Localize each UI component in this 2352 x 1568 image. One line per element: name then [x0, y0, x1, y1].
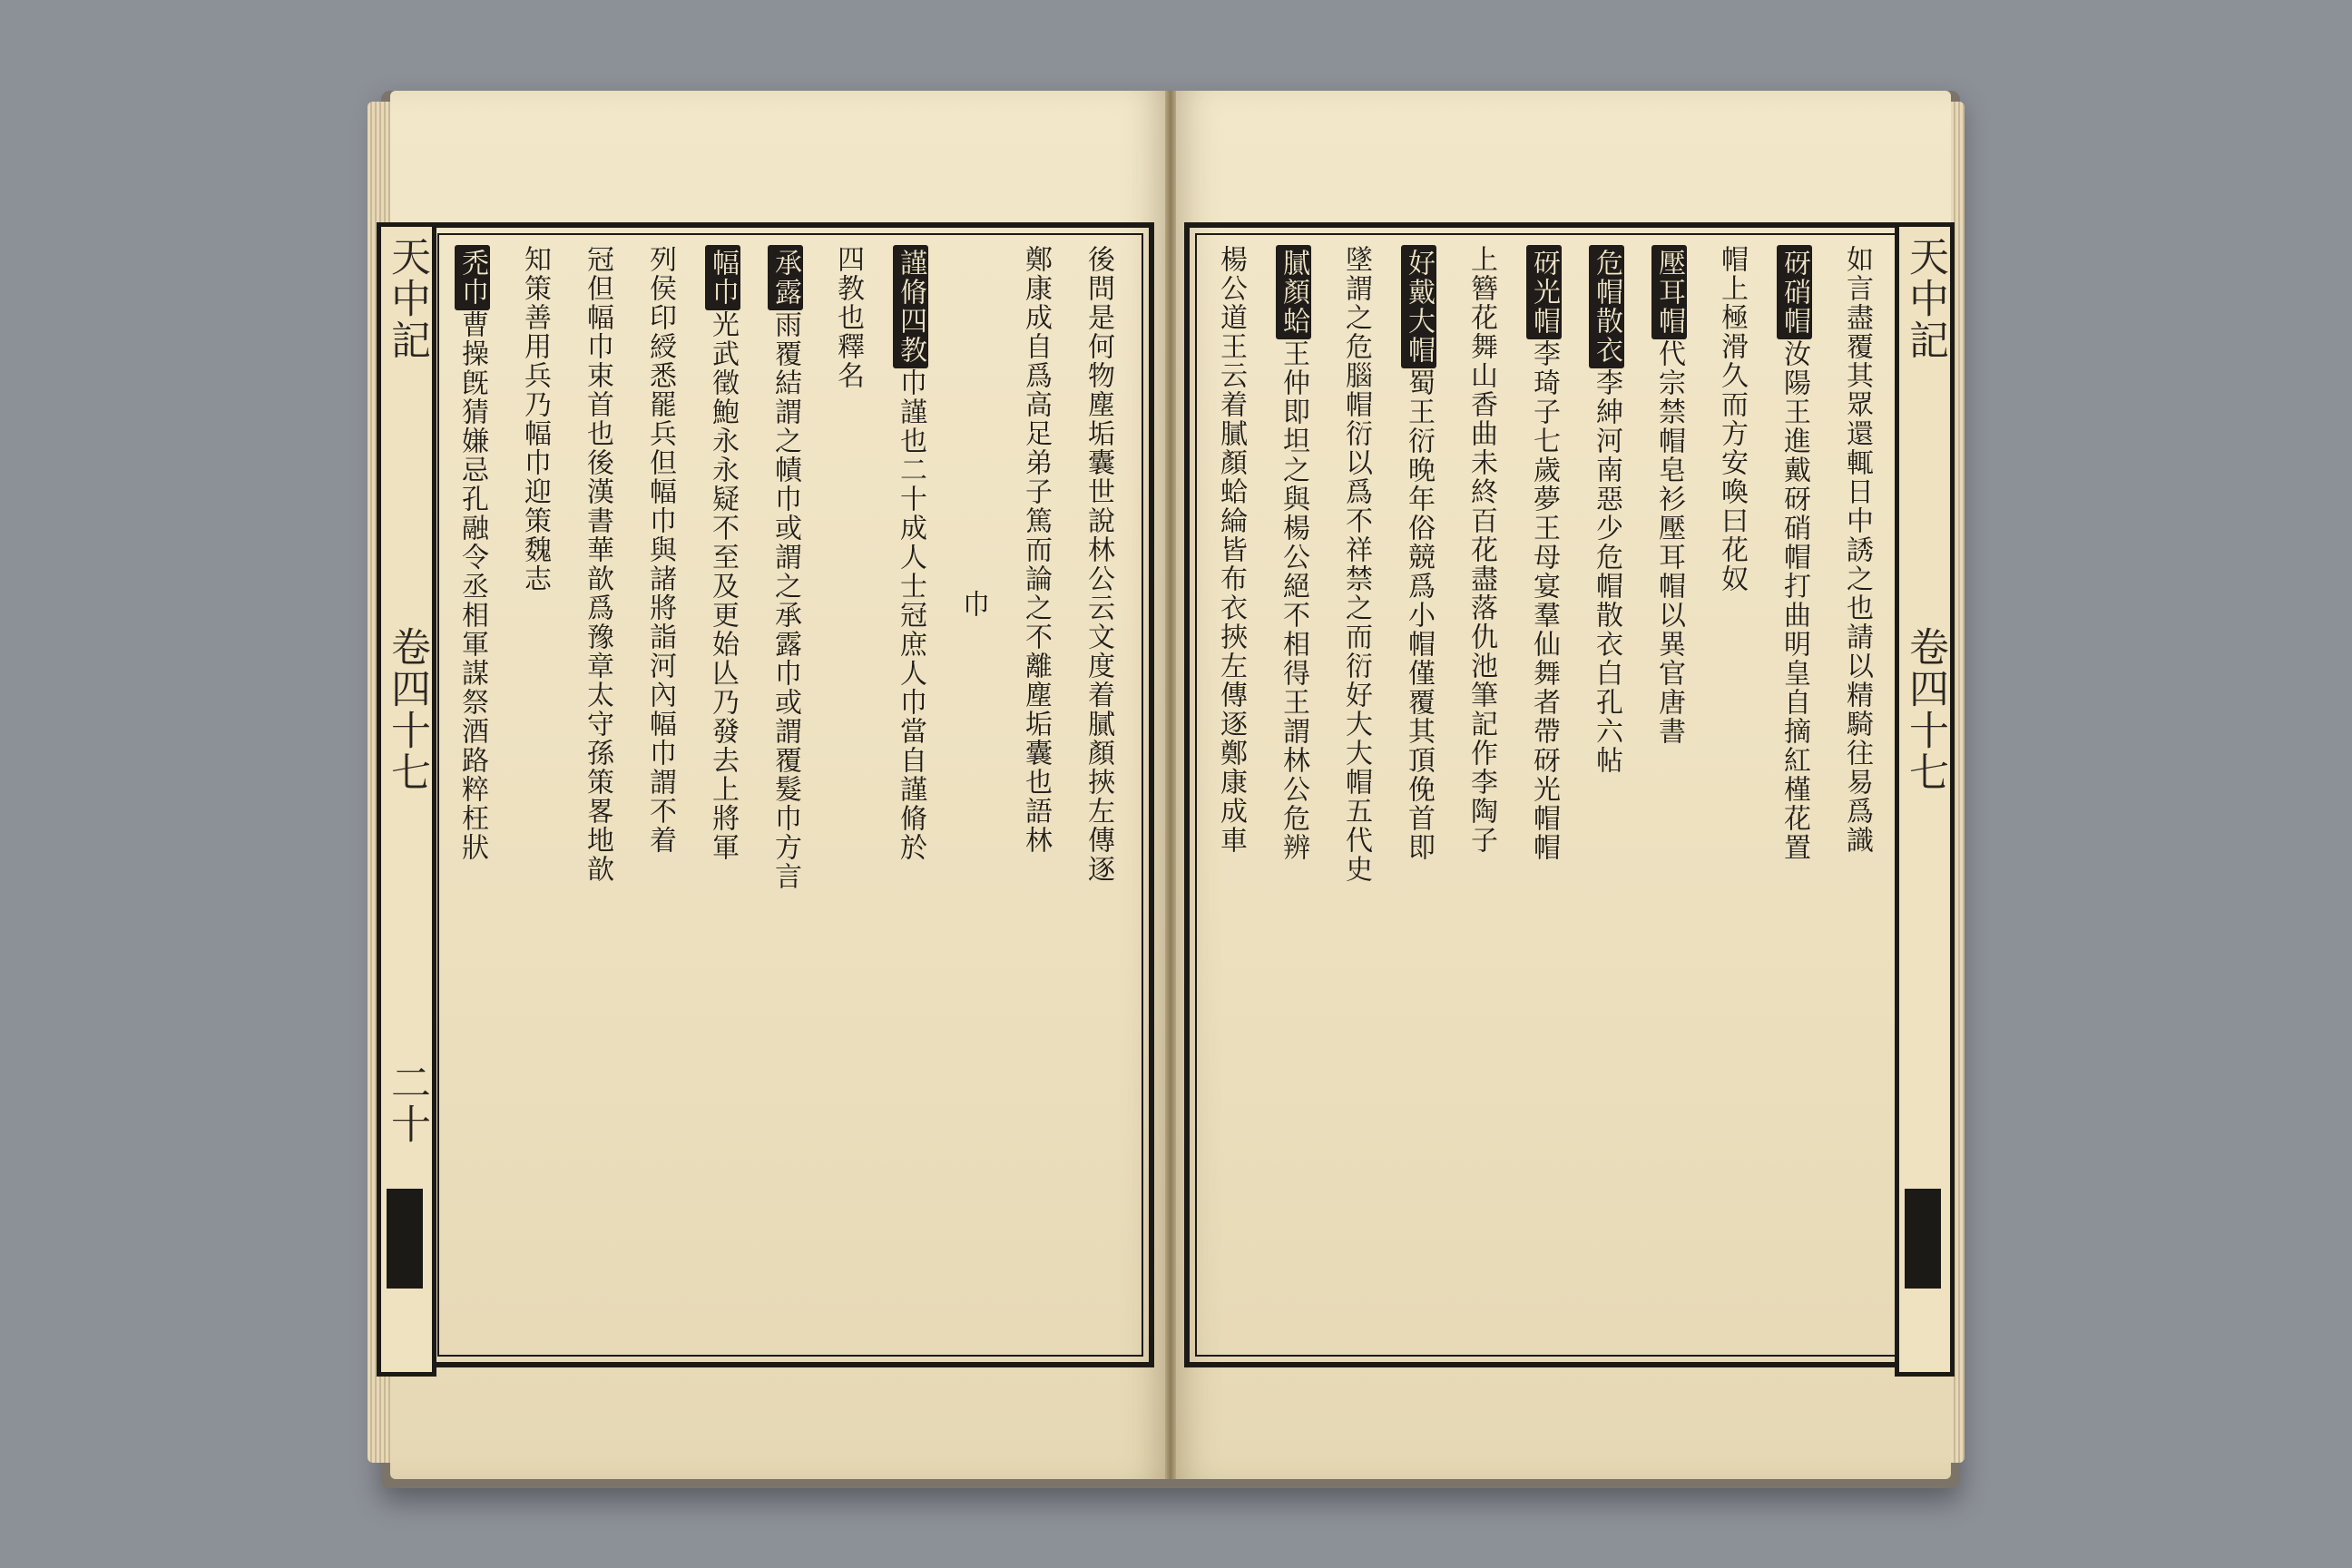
text-column: 如言盡覆其眾還輒日中誘之也請以精騎往易爲識	[1841, 245, 1873, 855]
text-column: 砑硝帽汝陽王進戴砑硝帽打曲明皇自摘紅槿花置	[1762, 245, 1825, 1343]
left-banxin	[377, 222, 436, 1377]
text-column: 列侯印綬悉罷兵但幅巾與諸將詣河內幅巾謂不着	[644, 245, 676, 855]
left-banxin-folio: 二十	[384, 1062, 430, 1145]
text-column: 砑光帽李琦子七歲夢王母宴羣仙舞者帶砑光帽帽	[1512, 245, 1574, 1343]
left-fishtail-mark	[387, 1189, 423, 1289]
text-column: 楊公道王云着膩顏蛤綸皆布衣挾左傳逐鄭康成車	[1215, 245, 1247, 855]
text-column: 冠但幅巾束首也後漢書華歆爲豫章太守孫策畧地歆	[582, 245, 613, 884]
section-heading: 巾	[957, 590, 989, 619]
text-column: 承露雨覆結謂之幘巾或謂之承露巾或謂覆髮巾方言	[753, 245, 816, 1343]
text-column: 上簪花舞山香曲未終百花盡落仇池筆記作李陶子	[1465, 245, 1497, 855]
text-column: 危帽散衣李紳河南惡少危帽散衣白孔六帖	[1574, 245, 1637, 1343]
text-column: 禿巾曹操旣猜嫌忌孔融令丞相軍謀祭酒路粹枉狀	[440, 245, 503, 1343]
right-banxin-title: 天中記	[1902, 236, 1948, 361]
right-banxin	[1895, 222, 1955, 1377]
text-column: 謹脩四教巾謹也二十成人士冠庶人巾當自謹脩於	[878, 245, 941, 1343]
left-page-text	[439, 245, 1129, 1343]
right-page-text	[1198, 245, 1887, 1343]
left-banxin-volume: 卷四十七	[384, 626, 430, 793]
text-column: 四教也釋名	[832, 245, 864, 390]
book-gutter	[1165, 91, 1176, 1479]
text-column: 知策善用兵乃幅巾迎策魏志	[519, 245, 551, 593]
text-column: 好戴大帽蜀王衍晚年俗競爲小帽僅覆其頂俛首即	[1387, 245, 1449, 1343]
text-column: 膩顏蛤王仲即坦之與楊公絕不相得王謂林公危辨	[1261, 245, 1324, 1343]
right-fishtail-mark	[1905, 1189, 1941, 1289]
text-column: 壓耳帽代宗禁帽皂衫壓耳帽以異官唐書	[1637, 245, 1700, 1343]
right-banxin-volume: 卷四十七	[1902, 626, 1948, 793]
text-column: 後問是何物塵垢囊世說林公云文度着膩顏挾左傳逐	[1083, 245, 1114, 884]
text-column: 墜謂之危腦帽衍以爲不祥禁之而衍好大大帽五代史	[1340, 245, 1372, 884]
text-column: 幅巾光武徵鮑永永疑不至及更始亾乃發去上將軍	[691, 245, 753, 1343]
text-column: 帽上極滑久而方安喚曰花奴	[1716, 245, 1748, 593]
left-banxin-title: 天中記	[384, 236, 430, 361]
text-column: 鄭康成自爲高足弟子篤而論之不離塵垢囊也語林	[1020, 245, 1052, 855]
